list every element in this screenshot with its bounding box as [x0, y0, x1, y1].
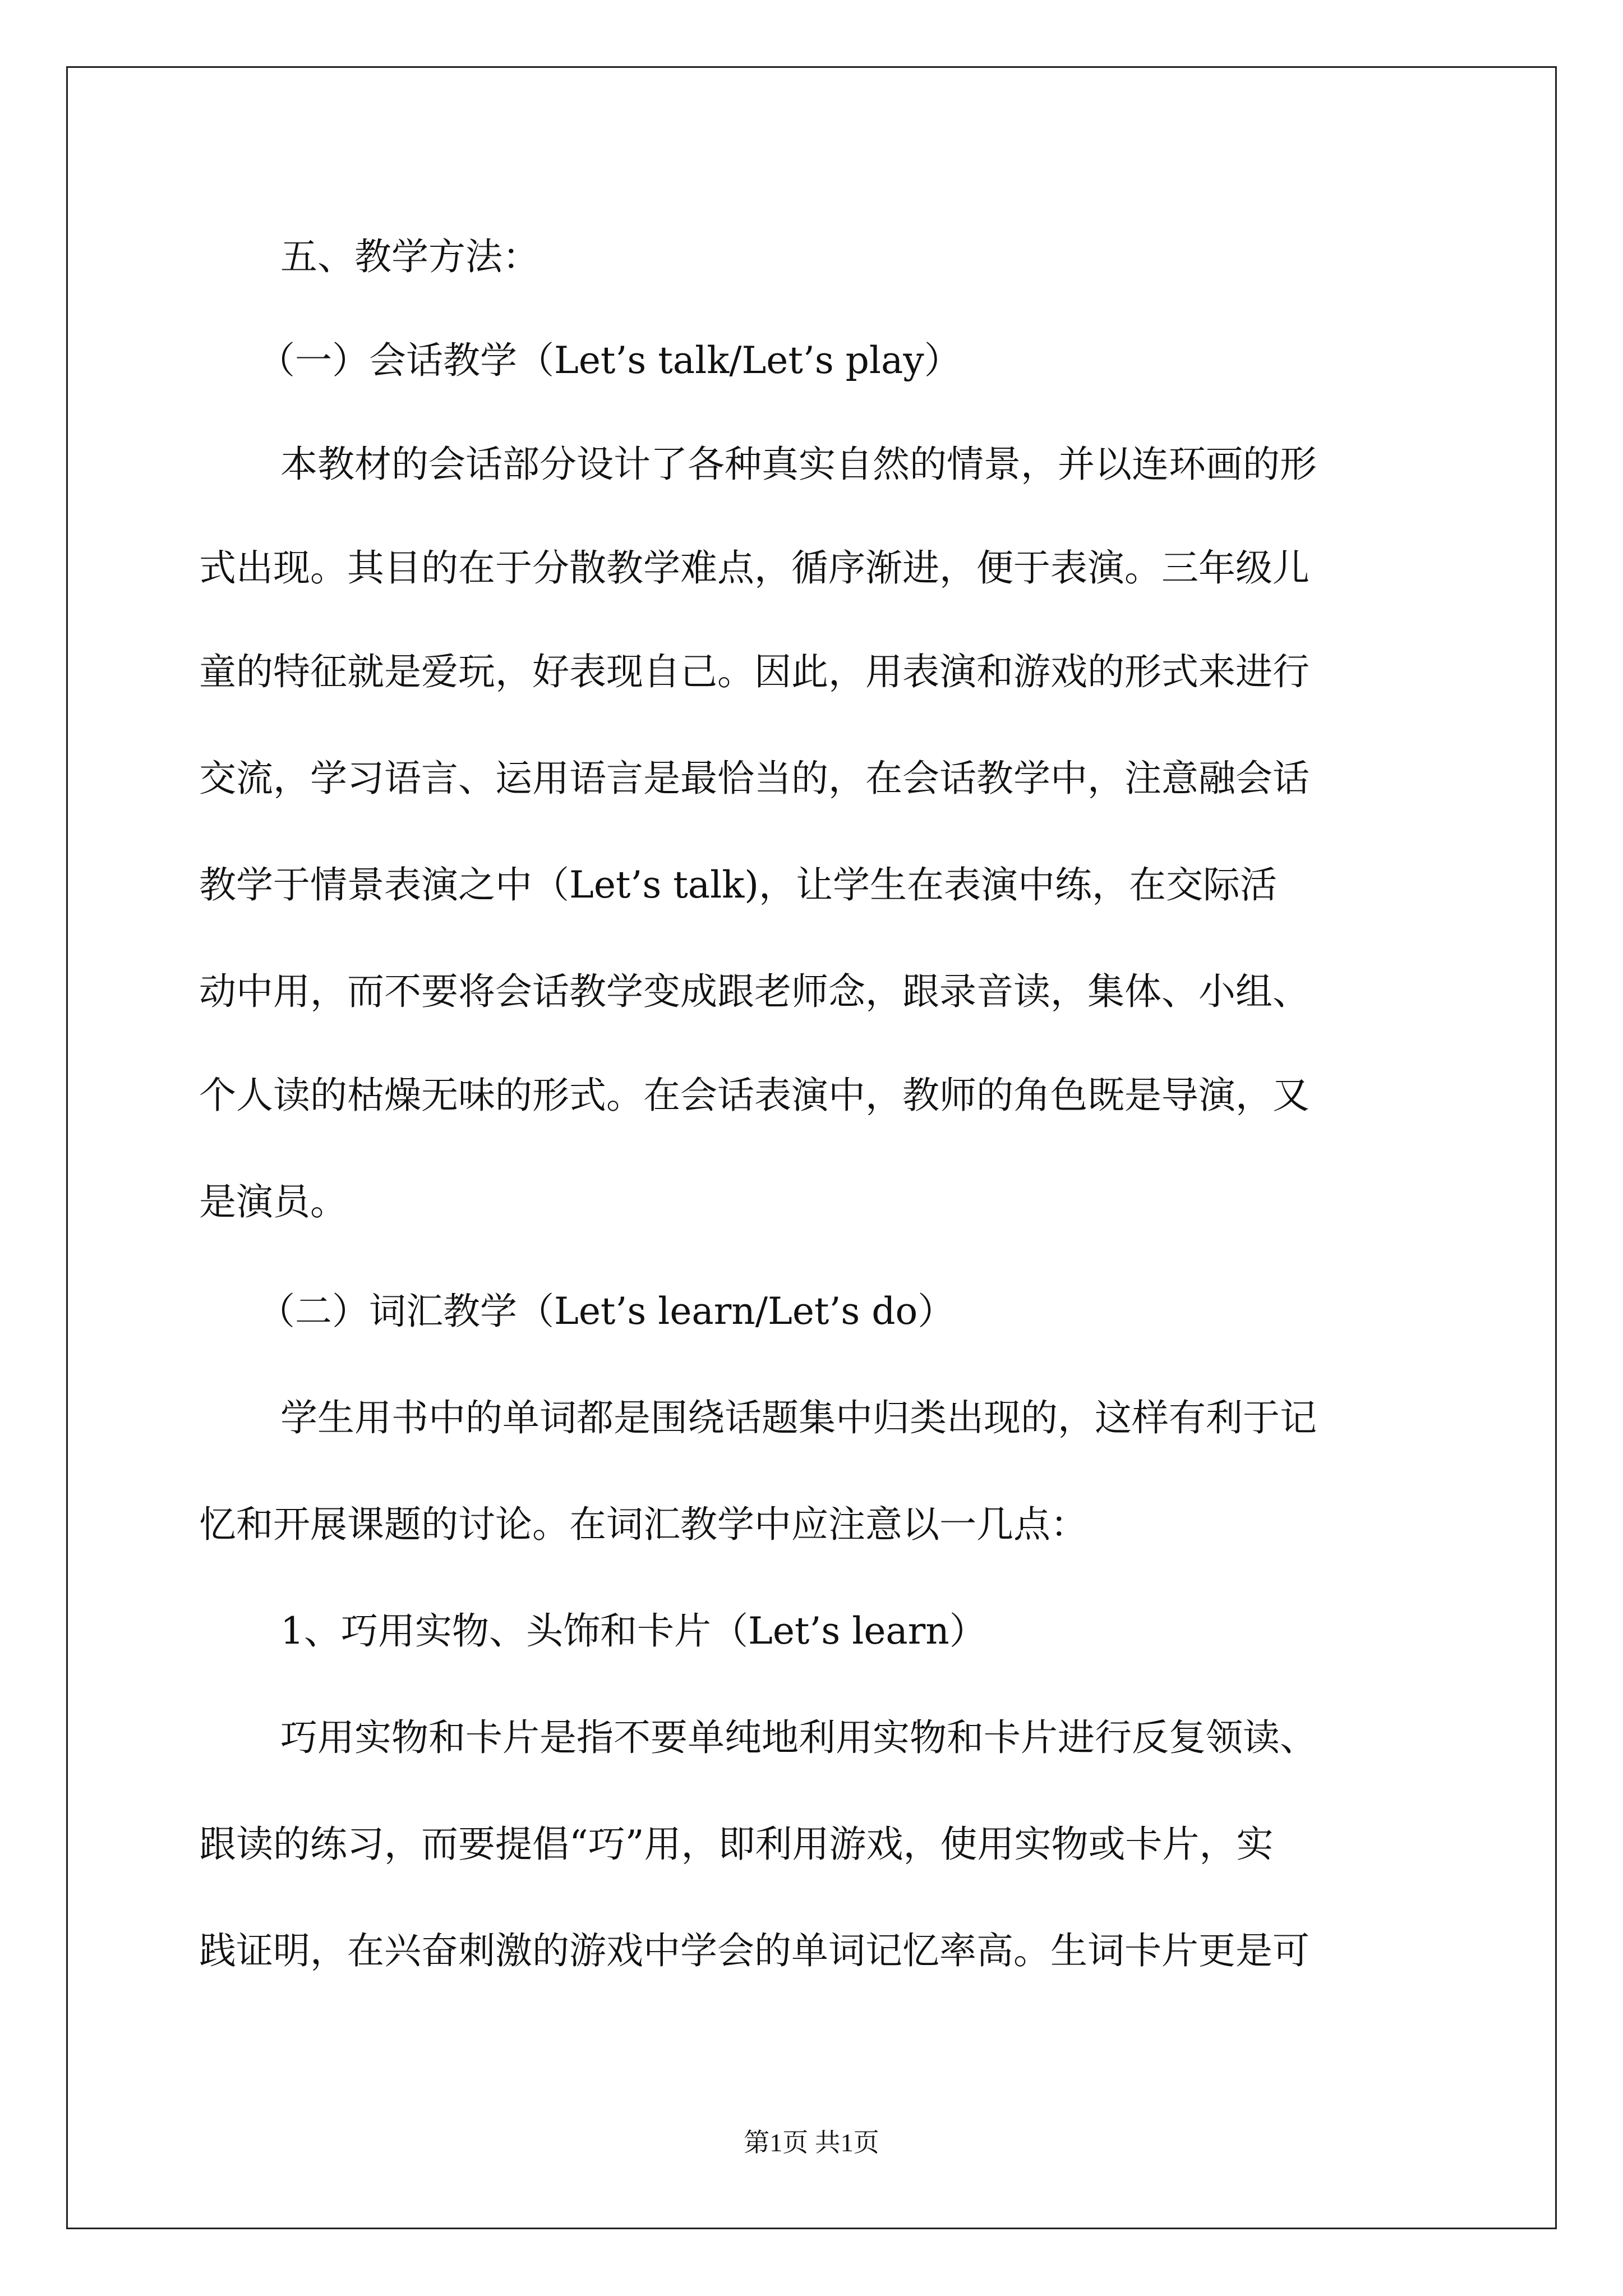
- numbered-heading: 1、巧用实物、头饰和卡片（Let’s learn）: [280, 1609, 986, 1653]
- paragraph-line: 式出现。其目的在于分散教学难点，循序渐进，便于表演。三年级儿: [199, 546, 1310, 590]
- section-heading: 五、教学方法：: [280, 235, 540, 278]
- subsection-heading: （一）会话教学（Let’s talk/Let’s play）: [258, 339, 961, 382]
- paragraph-line: 跟读的练习，而要提倡“巧”用，即利用游戏，使用实物或卡片，实: [199, 1823, 1274, 1866]
- paragraph-line: 教学于情景表演之中（Let’s talk)，让学生在表演中练，在交际活: [199, 863, 1277, 907]
- subsection-heading: （二）词汇教学（Let’s learn/Let’s do）: [258, 1290, 955, 1333]
- paragraph-line: 学生用书中的单词都是围绕话题集中归类出现的，这样有利于记: [280, 1396, 1317, 1439]
- paragraph-line: 是演员。: [199, 1180, 347, 1223]
- paragraph-line: 本教材的会话部分设计了各种真实自然的情景，并以连环画的形: [280, 443, 1317, 486]
- page-number-footer: 第1页 共1页: [744, 2128, 879, 2157]
- paragraph-line: 交流，学习语言、运用语言是最恰当的，在会话教学中，注意融会话: [199, 757, 1310, 800]
- paragraph-line: 巧用实物和卡片是指不要单纯地利用实物和卡片进行反复领读、: [280, 1716, 1317, 1759]
- paragraph-line: 个人读的枯燥无味的形式。在会话表演中，教师的角色既是导演，又: [199, 1074, 1310, 1117]
- paragraph-line: 忆和开展课题的讨论。在词汇教学中应注意以一几点：: [199, 1503, 1087, 1546]
- page-border: [66, 66, 1557, 2229]
- paragraph-line: 童的特征就是爱玩，好表现自己。因此，用表演和游戏的形式来进行: [199, 650, 1310, 693]
- paragraph-line: 践证明，在兴奋刺激的游戏中学会的单词记忆率高。生词卡片更是可: [199, 1929, 1310, 1972]
- paragraph-line: 动中用，而不要将会话教学变成跟老师念，跟录音读，集体、小组、: [199, 970, 1310, 1013]
